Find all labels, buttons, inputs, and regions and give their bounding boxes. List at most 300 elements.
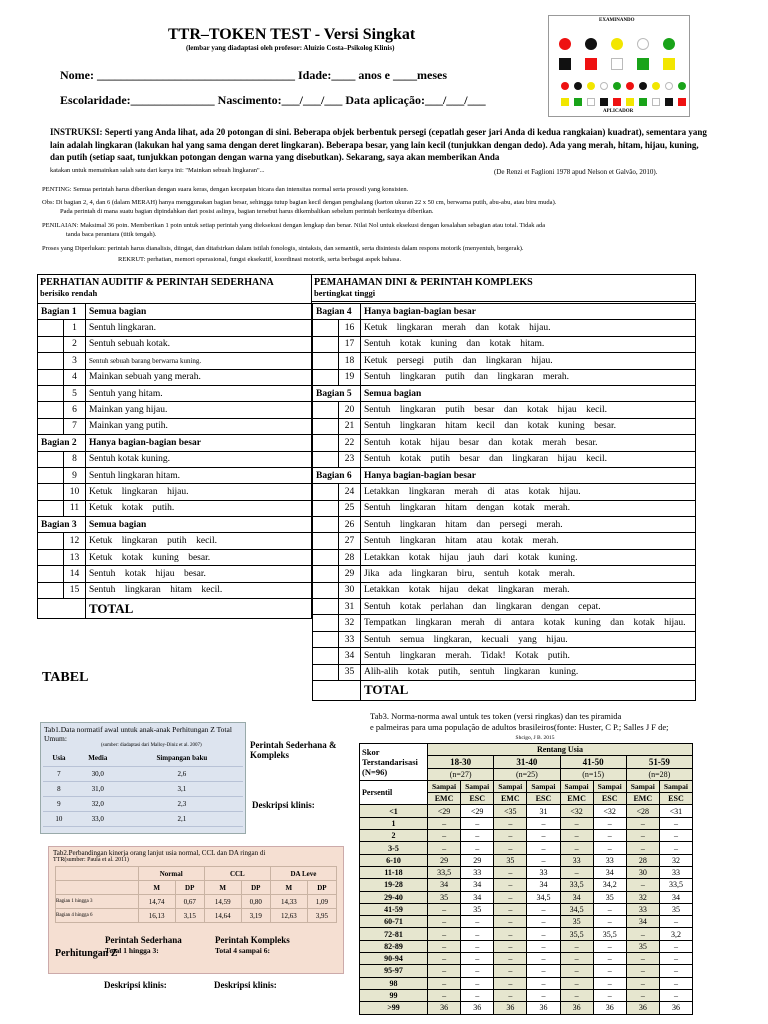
tab3-n-header: (n=27) xyxy=(428,768,494,780)
tab1-cell: 2,1 xyxy=(121,811,243,826)
tab3-cell: – xyxy=(461,916,494,928)
tab3-cell: – xyxy=(659,953,692,965)
tab3-cell: 36 xyxy=(494,1002,527,1014)
right-command-row xyxy=(313,484,696,500)
score-cell[interactable] xyxy=(38,418,64,434)
tab3-cell: – xyxy=(560,989,593,1001)
tab3-cell: 36 xyxy=(626,1002,659,1014)
section-label: Bagian 4 xyxy=(313,304,361,320)
tab3-table xyxy=(359,743,693,1015)
right-command-row xyxy=(313,517,696,533)
score-cell[interactable] xyxy=(313,533,339,549)
score-cell[interactable] xyxy=(38,484,64,500)
tab1-header-cell: Simpangan baku xyxy=(121,751,243,766)
tab3-cell: – xyxy=(527,830,560,842)
tab3-percentile: 72-81 xyxy=(360,928,428,940)
circle-token-icon xyxy=(587,82,595,90)
tab1-cell: 8 xyxy=(43,781,75,796)
square-token-icon xyxy=(559,58,571,70)
tab3-cell: – xyxy=(659,842,692,854)
score-cell[interactable] xyxy=(313,599,339,615)
item-number: 31 xyxy=(339,599,361,615)
tab2-cell: 3,15 xyxy=(175,909,204,923)
tab3-cell: – xyxy=(626,965,659,977)
tab3-cell: 34 xyxy=(461,891,494,903)
item-number: 13 xyxy=(64,549,86,565)
tab3-cell: – xyxy=(494,879,527,891)
tab3-cell: – xyxy=(461,953,494,965)
tab3-row xyxy=(360,953,693,965)
item-number: 25 xyxy=(339,500,361,516)
item-number: 30 xyxy=(339,582,361,598)
section-description: Semua bagian xyxy=(86,517,312,533)
tab1-cell: 32,0 xyxy=(75,796,121,811)
tab3-cell: <32 xyxy=(560,805,593,817)
tab2-cell: 16,13 xyxy=(138,909,175,923)
left-command-row xyxy=(38,599,312,619)
score-cell[interactable] xyxy=(313,418,339,434)
tab3-age-header: 18-30 xyxy=(428,756,494,768)
right-command-row xyxy=(313,369,696,385)
instruction-citation: (De Renzi et Faglioni 1978 apud Nelson et Galvão, 2010). xyxy=(494,168,658,176)
command-text: Sentuh lingkaran putih besar dan kotak hijau kecil. xyxy=(361,402,696,418)
score-cell[interactable] xyxy=(38,451,64,467)
tab3-cell: – xyxy=(428,953,461,965)
tab1-cell: 33,0 xyxy=(75,811,121,826)
score-cell[interactable] xyxy=(313,320,339,336)
item-number: 1 xyxy=(64,320,86,336)
tab3-cell: 33 xyxy=(593,854,626,866)
tab3-cell: – xyxy=(527,916,560,928)
tab3-cell: – xyxy=(428,903,461,915)
tab2-group-header: DA Leve xyxy=(270,867,336,881)
item-number: 6 xyxy=(64,402,86,418)
tab3-n-header: (n=15) xyxy=(560,768,626,780)
tab3-cell: 34,5 xyxy=(527,891,560,903)
item-number: 7 xyxy=(64,418,86,434)
tab3-percentile: 41-59 xyxy=(360,903,428,915)
tab1-table xyxy=(43,751,243,827)
score-cell[interactable] xyxy=(38,369,64,385)
tab1-cell: 3,1 xyxy=(121,781,243,796)
right-command-row xyxy=(313,648,696,664)
right-command-row xyxy=(313,385,696,401)
right-section-subtitle: bertingkat tinggi xyxy=(314,288,376,298)
square-token-icon xyxy=(663,58,675,70)
tab3-cell: – xyxy=(428,940,461,952)
command-text: Letakkan lingkaran merah di atas kotak hijau. xyxy=(361,484,696,500)
score-cell[interactable] xyxy=(38,385,64,401)
tab2-simple-title: Perintah Sederhana xyxy=(105,935,182,945)
note-penilaian-2: tanda baca perantara (titik tengah). xyxy=(66,231,157,238)
note-proses: Proses yang Diperlukan: perintah harus dianalisis, diingat, dan ditafsirkan dalam istilah fonologis, sintaksis, dan semantik, serta disintesis dalam respons motorik (menyentuh, bergerak). xyxy=(42,245,524,252)
square-token-icon xyxy=(637,58,649,70)
tab3-percentile: 1 xyxy=(360,817,428,829)
tab2-title: Tab2.Perbandingan kinerja orang lanjut usia normal, CCL dan DA ringan di xyxy=(53,849,266,857)
tab3-row xyxy=(360,891,693,903)
tab3-sampai-header: Sampai xyxy=(461,780,494,792)
tab2-complex-total: Total 4 sampai 6: xyxy=(215,946,270,955)
score-cell[interactable] xyxy=(313,369,339,385)
right-command-row xyxy=(313,500,696,516)
circle-token-icon xyxy=(665,82,673,90)
tab3-row xyxy=(360,903,693,915)
item-number: 21 xyxy=(339,418,361,434)
right-command-row xyxy=(313,418,696,434)
item-number: 22 xyxy=(339,435,361,451)
tab2-corner xyxy=(56,867,139,881)
right-command-row xyxy=(313,599,696,615)
command-text: Sentuh sebuah kotak. xyxy=(86,336,312,352)
score-cell[interactable] xyxy=(313,566,339,582)
circle-token-icon xyxy=(637,38,649,50)
tab3-emc-header: EMC xyxy=(626,793,659,805)
circle-token-icon xyxy=(678,82,686,90)
tab3-cell: 34 xyxy=(659,891,692,903)
tab3-row xyxy=(360,879,693,891)
tab3-cell: – xyxy=(560,953,593,965)
right-command-row xyxy=(313,615,696,631)
section-label: Bagian 3 xyxy=(38,517,86,533)
circle-token-icon xyxy=(559,38,571,50)
tab3-cell: 35 xyxy=(494,854,527,866)
left-command-row xyxy=(38,418,312,434)
tab3-percentile: 99 xyxy=(360,989,428,1001)
score-cell[interactable] xyxy=(313,435,339,451)
tab3-cell: <35 xyxy=(494,805,527,817)
tab2-corner xyxy=(56,881,139,895)
right-command-row xyxy=(313,582,696,598)
circle-token-icon xyxy=(585,38,597,50)
aplicador-label: APLICADOR xyxy=(603,109,634,114)
tab3-cell: 29 xyxy=(461,854,494,866)
tab3-cell: – xyxy=(659,817,692,829)
tab3-title xyxy=(370,711,700,744)
instruction-small-text: katakan untuk memainkan salah satu dari karya ini: "Mainkan sebuah lingkaran"... xyxy=(50,167,265,174)
tab3-cell: 35 xyxy=(560,916,593,928)
tab2-sub-header: M xyxy=(204,881,241,895)
tab1-side-title: Perintah Sederhana & Kompleks xyxy=(250,740,337,760)
tab3-sampai-header: Sampai xyxy=(428,780,461,792)
score-cell[interactable] xyxy=(313,615,339,631)
item-number: 29 xyxy=(339,566,361,582)
command-text: Sentuh kotak hijau besar. xyxy=(86,566,312,582)
score-cell[interactable] xyxy=(38,582,64,598)
tab2-row xyxy=(56,909,337,923)
command-text: Sentuh lingkaran hitam dan persegi merah. xyxy=(361,517,696,533)
tab1-cell: 2,3 xyxy=(121,796,243,811)
item-number: 17 xyxy=(339,336,361,352)
item-number: 8 xyxy=(64,451,86,467)
tab3-cell: – xyxy=(593,830,626,842)
tab3-cell: 32 xyxy=(659,854,692,866)
right-command-row xyxy=(313,435,696,451)
tab3-cell: – xyxy=(593,953,626,965)
tab3-row xyxy=(360,842,693,854)
left-command-row xyxy=(38,582,312,598)
tab2-row xyxy=(56,895,337,909)
left-section-title: PERHATIAN AUDITIF & PERINTAH SEDERHANA xyxy=(40,277,274,288)
tab3-cell: – xyxy=(626,977,659,989)
tab3-row xyxy=(360,1002,693,1014)
tab3-cell: 36 xyxy=(461,1002,494,1014)
tab3-cell: – xyxy=(626,830,659,842)
tab3-cell: 33,5 xyxy=(659,879,692,891)
command-text: Ketuk lingkaran merah dan kotak hijau. xyxy=(361,320,696,336)
tab2-cell: 3,95 xyxy=(307,909,336,923)
tab3-source: Shcigo, J B. 2015 xyxy=(515,735,555,741)
right-command-row xyxy=(313,631,696,647)
item-number: 4 xyxy=(64,369,86,385)
command-text: Tempatkan lingkaran merah di antara kotak kuning dan kotak hijau. xyxy=(361,615,696,631)
command-text: Sentuh lingkaran hitam kecil. xyxy=(86,582,312,598)
score-cell[interactable] xyxy=(38,353,64,369)
tab1-source: (sumber: diadaptasi dari Malloy-Diniz et al. 2007) xyxy=(101,743,202,748)
score-cell[interactable] xyxy=(38,549,64,565)
tab3-cell: – xyxy=(560,940,593,952)
tab3-cell: – xyxy=(626,842,659,854)
score-cell[interactable] xyxy=(313,648,339,664)
tab3-cell: 34 xyxy=(626,916,659,928)
tab2-z-label: Perhitungan Z xyxy=(55,948,118,959)
tab3-sub-row xyxy=(360,780,693,792)
left-section-subtitle: berisiko rendah xyxy=(40,288,98,298)
tab3-percentile: 60-71 xyxy=(360,916,428,928)
right-command-row xyxy=(313,320,696,336)
square-token-icon xyxy=(587,98,595,106)
tab2-source: TTR(sumber: Paula et al. 2011) xyxy=(53,857,129,863)
schooling-birth-date-field[interactable]: Escolaridade:______________ Nascimento:___/___/___ Data aplicação:___/___/___ xyxy=(60,93,486,107)
tab2-clinical-desc-2: Deskripsi klinis: xyxy=(214,980,277,990)
score-cell[interactable] xyxy=(313,582,339,598)
page-subtitle: (lembar yang diadaptasi oleh profesor: Aluízio Costa–Psikolog Klinis) xyxy=(186,44,395,52)
tab1-cell: 31,0 xyxy=(75,781,121,796)
tab3-cell: 35,5 xyxy=(593,928,626,940)
tab3-percentile: 11-18 xyxy=(360,866,428,878)
square-token-icon xyxy=(600,98,608,106)
square-token-icon xyxy=(611,58,623,70)
circle-token-icon xyxy=(600,82,608,90)
tab2-group-header: CCL xyxy=(204,867,270,881)
command-text: Ketuk kotak putih. xyxy=(86,500,312,516)
score-cell[interactable] xyxy=(313,631,339,647)
score-cell[interactable] xyxy=(313,664,339,680)
tab3-cell: – xyxy=(593,903,626,915)
tab3-percentile: 95-97 xyxy=(360,965,428,977)
tab3-cell: – xyxy=(659,916,692,928)
tab2-complex-title: Perintah Kompleks xyxy=(215,935,290,945)
tab3-row xyxy=(360,866,693,878)
tab3-cell: – xyxy=(560,866,593,878)
square-token-icon xyxy=(678,98,686,106)
score-cell[interactable] xyxy=(38,402,64,418)
item-number: 28 xyxy=(339,549,361,565)
right-command-row xyxy=(313,353,696,369)
tab3-cell: – xyxy=(494,940,527,952)
tab1-cell: 30,0 xyxy=(75,766,121,781)
right-command-row xyxy=(313,467,696,483)
command-text: Sentuh lingkaran putih dan lingkaran merah. xyxy=(361,369,696,385)
tab3-cell: 34,5 xyxy=(560,903,593,915)
tab3-cell: 3,2 xyxy=(659,928,692,940)
tab3-cell: 30 xyxy=(626,866,659,878)
left-command-row xyxy=(38,304,312,320)
tab3-emc-header: EMC xyxy=(494,793,527,805)
item-number: 5 xyxy=(64,385,86,401)
tab3-cell: – xyxy=(461,940,494,952)
tab3-cell: – xyxy=(461,989,494,1001)
tab3-cell: – xyxy=(494,891,527,903)
command-text: Sentuh kotak kuning. xyxy=(86,451,312,467)
tab3-cell: – xyxy=(659,965,692,977)
tab3-cell: <29 xyxy=(428,805,461,817)
score-cell[interactable] xyxy=(313,353,339,369)
tab3-cell: – xyxy=(593,817,626,829)
tab3-cell: – xyxy=(659,977,692,989)
tab2-sub-header: M xyxy=(270,881,307,895)
left-command-row xyxy=(38,467,312,483)
tab3-cell: – xyxy=(428,977,461,989)
tab3-emc-header: EMC xyxy=(428,793,461,805)
section-description: Hanya bagian-bagian besar xyxy=(86,435,312,451)
tab3-n-header: (n=28) xyxy=(626,768,692,780)
left-command-row xyxy=(38,385,312,401)
tab3-row xyxy=(360,854,693,866)
score-cell[interactable] xyxy=(38,467,64,483)
tab3-cell: – xyxy=(461,928,494,940)
tab3-age-header: 31-40 xyxy=(494,756,560,768)
tab3-cell: 29 xyxy=(428,854,461,866)
tab3-cell: 32 xyxy=(626,891,659,903)
tab1-title: Tab1.Data normatif awal untuk anak-anak Perhitungan Z Total Umum: xyxy=(44,725,232,743)
score-cell[interactable] xyxy=(38,320,64,336)
note-obs-1: Obs: Di bagian 2, 4, dan 6 (dalam MERAH) hanya menggunakan bagian besar, sehingga tutup bagian kecil dengan penghalang (karton ukuran 22 x 50 cm, berwarna putih, abu-abu, atau biru muda). xyxy=(42,199,557,206)
command-text: Ketuk lingkaran putih kecil. xyxy=(86,533,312,549)
right-command-row xyxy=(313,336,696,352)
command-text: Sentuh yang hitam. xyxy=(86,385,312,401)
tab3-cell: – xyxy=(659,830,692,842)
tab1-header-cell: Usia xyxy=(43,751,75,766)
tab3-title-line-1: Tab3. Norma-norma awal untuk tes token (versi ringkas) dan tes piramida xyxy=(370,711,622,721)
command-text: Sentuh lingkaran hitam. xyxy=(86,467,312,483)
tab3-cell: – xyxy=(494,916,527,928)
tab3-cell: – xyxy=(428,989,461,1001)
tab2-sub-header: M xyxy=(138,881,175,895)
total-spacer xyxy=(38,599,86,619)
total-spacer xyxy=(313,680,361,700)
tab3-cell: 33 xyxy=(626,903,659,915)
tab3-cell: – xyxy=(428,928,461,940)
command-text: Sentuh lingkaran hitam kecil dan kotak kuning besar. xyxy=(361,418,696,434)
tab3-cell: – xyxy=(494,842,527,854)
item-number: 23 xyxy=(339,451,361,467)
item-number: 27 xyxy=(339,533,361,549)
command-text: Sentuh lingkaran. xyxy=(86,320,312,336)
item-number: 32 xyxy=(339,615,361,631)
score-cell[interactable] xyxy=(313,549,339,565)
left-command-row xyxy=(38,500,312,516)
item-number: 12 xyxy=(64,533,86,549)
tab3-cell: – xyxy=(659,989,692,1001)
item-number: 14 xyxy=(64,566,86,582)
tabel-heading: TABEL xyxy=(42,670,89,685)
square-token-icon xyxy=(574,98,582,106)
tab3-row xyxy=(360,916,693,928)
name-age-field[interactable]: Nome: _________________________________ Idade:____ anos e ____meses xyxy=(60,68,447,82)
tab3-cell: <28 xyxy=(626,805,659,817)
tab2-simple-total: Total 1 hingga 3: xyxy=(105,946,159,955)
tab3-n-header: (n=25) xyxy=(494,768,560,780)
right-command-row xyxy=(313,304,696,320)
left-command-row xyxy=(38,435,312,451)
item-number: 11 xyxy=(64,500,86,516)
tab3-cell: 34 xyxy=(560,891,593,903)
score-cell[interactable] xyxy=(38,533,64,549)
score-cell[interactable] xyxy=(313,402,339,418)
score-cell[interactable] xyxy=(38,336,64,352)
tab3-cell: <29 xyxy=(461,805,494,817)
tab3-cell: – xyxy=(593,989,626,1001)
tab2-cell: 14,59 xyxy=(204,895,241,909)
item-number: 16 xyxy=(339,320,361,336)
score-cell[interactable] xyxy=(313,336,339,352)
score-cell[interactable] xyxy=(313,451,339,467)
tab3-cell: – xyxy=(494,866,527,878)
instruction-text: INSTRUKSI: Seperti yang Anda lihat, ada 20 potongan di sini. Beberapa objek berbentuk persegi (cepatlah geser jari Anda di kedua rangkaian) kuadrat), sementara yang lain adalah lingkaran (lakukan hal yang sama dengan deret lingkaran). Beberapa besar, yang lain kecil (tunjukkan dengan dedo). Ada yang merah, hitam, hijau, kuning, dan putih (setiap saat, tunjukkan potongan dengan warna yang disebutkan). Sekarang, saya akan memberikan Anda xyxy=(50,127,707,162)
tab2-sub-header: DP xyxy=(175,881,204,895)
circle-token-icon xyxy=(611,38,623,50)
tab1-clinical-description-label: Deskripsi klinis: xyxy=(252,800,315,810)
score-cell[interactable] xyxy=(38,566,64,582)
command-text: Mainkan yang hijau. xyxy=(86,402,312,418)
page-title: TTR–TOKEN TEST - Versi Singkat xyxy=(168,26,416,43)
square-token-icon xyxy=(652,98,660,106)
tab3-cell: – xyxy=(428,916,461,928)
command-text: Sentuh sebuah barang berwarna kuning. xyxy=(86,353,312,369)
item-number: 34 xyxy=(339,648,361,664)
tab1-header-row xyxy=(43,751,243,766)
score-cell[interactable] xyxy=(313,484,339,500)
tab3-percentile: 29-40 xyxy=(360,891,428,903)
score-cell[interactable] xyxy=(38,500,64,516)
tab3-cell: 35 xyxy=(626,940,659,952)
tab3-cell: 34 xyxy=(593,866,626,878)
item-number: 9 xyxy=(64,467,86,483)
tab3-emc-header: EMC xyxy=(560,793,593,805)
tab3-cell: – xyxy=(527,940,560,952)
tab3-cell: – xyxy=(593,940,626,952)
tab3-cell: 34 xyxy=(428,879,461,891)
score-cell[interactable] xyxy=(313,500,339,516)
tab3-cell: – xyxy=(626,817,659,829)
tab3-cell: – xyxy=(428,842,461,854)
section-description: Semua bagian xyxy=(86,304,312,320)
command-text: Mainkan sebuah yang merah. xyxy=(86,369,312,385)
circle-token-icon xyxy=(626,82,634,90)
square-token-icon xyxy=(561,98,569,106)
score-cell[interactable] xyxy=(313,517,339,533)
left-command-row xyxy=(38,549,312,565)
tab3-row xyxy=(360,989,693,1001)
total-label: TOTAL xyxy=(361,680,696,700)
tab2-group-header: Normal xyxy=(138,867,204,881)
tab2-cell: 12,63 xyxy=(270,909,307,923)
item-number: 35 xyxy=(339,664,361,680)
tab3-cell: 35,5 xyxy=(560,928,593,940)
right-section-title: PEMAHAMAN DINI & PERINTAH KOMPLEKS xyxy=(314,277,533,288)
square-token-icon xyxy=(665,98,673,106)
tab3-cell: – xyxy=(494,903,527,915)
